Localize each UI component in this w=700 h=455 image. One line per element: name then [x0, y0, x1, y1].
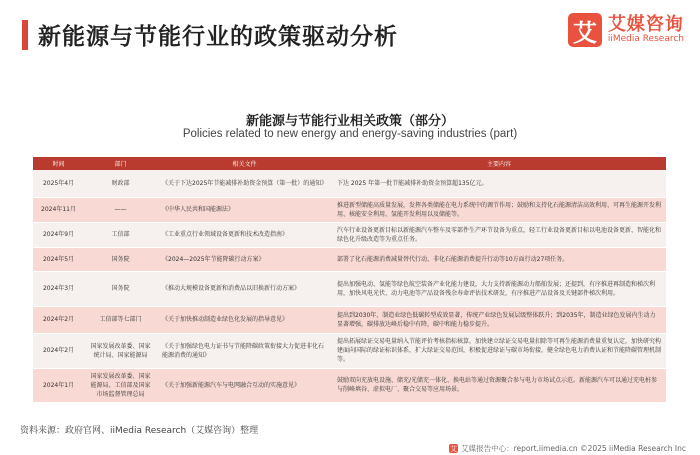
logo-name-cn: 艾媒咨询 — [607, 14, 684, 36]
cell-time: 2024年11月 — [33, 197, 84, 222]
table-row — [33, 247, 666, 271]
cell-time: 2024年5月 — [33, 247, 84, 271]
cell-time: 2024年3月 — [33, 271, 84, 306]
cell-dept: 国家发展改革委、国家统计局、国家能源局 — [84, 333, 157, 368]
table-row — [33, 170, 666, 197]
table-title: 新能源与节能行业相关政策（部分） — [245, 114, 454, 129]
cell-doc: 《关于加强新能源汽车与电网融合互动的实施意见》 — [157, 368, 332, 402]
logo-name-en: iiMedia Research — [607, 33, 684, 44]
cell-doc: 《关于下达2025年节能减排补助资金预算（第一批）的通知》 — [157, 170, 332, 197]
page-title: 新能源与节能行业的政策驱动分析 — [38, 24, 398, 50]
cell-time: 2024年2月 — [33, 333, 84, 368]
cell-content: 汽车行业设备更新目标以新能源汽车整车及零部件生产环节设备为重点，轻工行业设备更新目标以电池设备更新、智能化和绿色化升级改造等为重点任务。 — [332, 222, 666, 247]
cell-content: 提出到2030年，制造业绿色低碳转型成效显著，传统产业绿色发展层级整体跃升；到2035年，制造业绿色发展内生动力显著增强，碳排放达峰后稳中有降，碳中和能力稳步提升。 — [332, 306, 666, 333]
cell-doc: 《中华人民共和国能源法》 — [157, 197, 332, 222]
logo-text — [608, 15, 684, 45]
footer-logo-icon: 艾 — [450, 444, 458, 453]
cell-content: 提出拓展绿证交易电量纳入节能评价考核指标核算，加快建立绿证交易电量扣除等可再生能源消费量重复认定，加快研究构建面向国际的绿证标识体系，扩大绿证交易范围，积极促进绿证与碳市场衔接，健全绿色电力消费认证和节能降碳管理机制等。 — [332, 333, 666, 368]
cell-dept: 工信部等七部门 — [84, 306, 157, 333]
source-note: 资料来源：政府官网、iiMedia Research（艾媒咨询）整理 — [20, 426, 259, 436]
cell-time: 2024年2月 — [33, 306, 84, 333]
cell-doc: 《2024—2025年节能降碳行动方案》 — [157, 247, 332, 271]
cell-content: 下达 2025 年第一批节能减排补助资金预算超135亿元。 — [332, 170, 666, 197]
cell-content: 部署了化石能源消费减量替代行动、非化石能源消费提升行动等10方面行动27项任务。 — [332, 247, 666, 271]
cell-time: 2025年4月 — [33, 170, 84, 197]
column-header-content: 主要内容 — [332, 157, 666, 170]
footer — [449, 443, 686, 454]
cell-time: 2024年9月 — [33, 222, 84, 247]
cell-dept: 工信部 — [84, 222, 157, 247]
cell-doc: 《推动大规模设备更新和消费品以旧换新行动方案》 — [157, 271, 332, 306]
column-header-doc: 相关文件 — [157, 157, 332, 170]
policy-table — [33, 157, 666, 403]
logo-mark-icon: 艾 — [568, 13, 602, 47]
cell-content: 推进新型储能高质量发展，发挥各类储能在电力系统中的调节作用；鼓励和支持化石能源清洁高效利用、可再生能源开发利用、核能安全利用、氢能开发利用以及储能等。 — [332, 197, 666, 222]
column-header-dept: 部门 — [84, 157, 157, 170]
table-row — [33, 306, 666, 333]
cell-dept: 国务院 — [84, 271, 157, 306]
table-header-row — [33, 157, 666, 170]
brand-logo — [568, 13, 684, 47]
cell-content: 鼓励双向充放电设施、储充/光储充一体化、换电站等通过资源聚合参与电力市场试点示范。新能源汽车可以通过充电桩参与削峰填谷、虚拟电厂、聚合交易等应用场景。 — [332, 368, 666, 402]
cell-dept: 财政部 — [84, 170, 157, 197]
table-row — [33, 333, 666, 368]
cell-doc: 《关于加强绿色电力证书与节能降碳政策衔接大力促进非化石能源消费的通知》 — [157, 333, 332, 368]
table-row — [33, 197, 666, 222]
cell-content: 提出加强电动、氢能等绿色航空装备产业化能力建设，大力支持新能源动力船舶发展；还提到，有序推进再制造和梯次利用，加快风电光伏、动力电池等产品设备残余寿命评估技术研发，有序推进产品设备及关键部件梯次利用。 — [332, 271, 666, 306]
column-header-time: 时间 — [33, 157, 84, 170]
cell-dept: 国家发展改革委、国家能源局、工信部及国家市场监督管理总局 — [84, 368, 157, 402]
table-row — [33, 222, 666, 247]
cell-dept: 国务院 — [84, 247, 157, 271]
cell-time: 2024年1月 — [33, 368, 84, 402]
table-row — [33, 271, 666, 306]
table-subtitle: Policies related to new energy and energy-saving industries (part) — [182, 128, 518, 140]
footer-text[interactable]: 艾媒报告中心：report.iimedia.cn ©2025 iiMedia Research Inc — [461, 444, 686, 453]
cell-dept: —— — [84, 197, 157, 222]
table-row — [33, 368, 666, 402]
title-accent-bar — [22, 20, 28, 50]
cell-doc: 《关于加快推动制造业绿色化发展的指导意见》 — [157, 306, 332, 333]
cell-doc: 《工业重点行业领域设备更新和技术改造指南》 — [157, 222, 332, 247]
